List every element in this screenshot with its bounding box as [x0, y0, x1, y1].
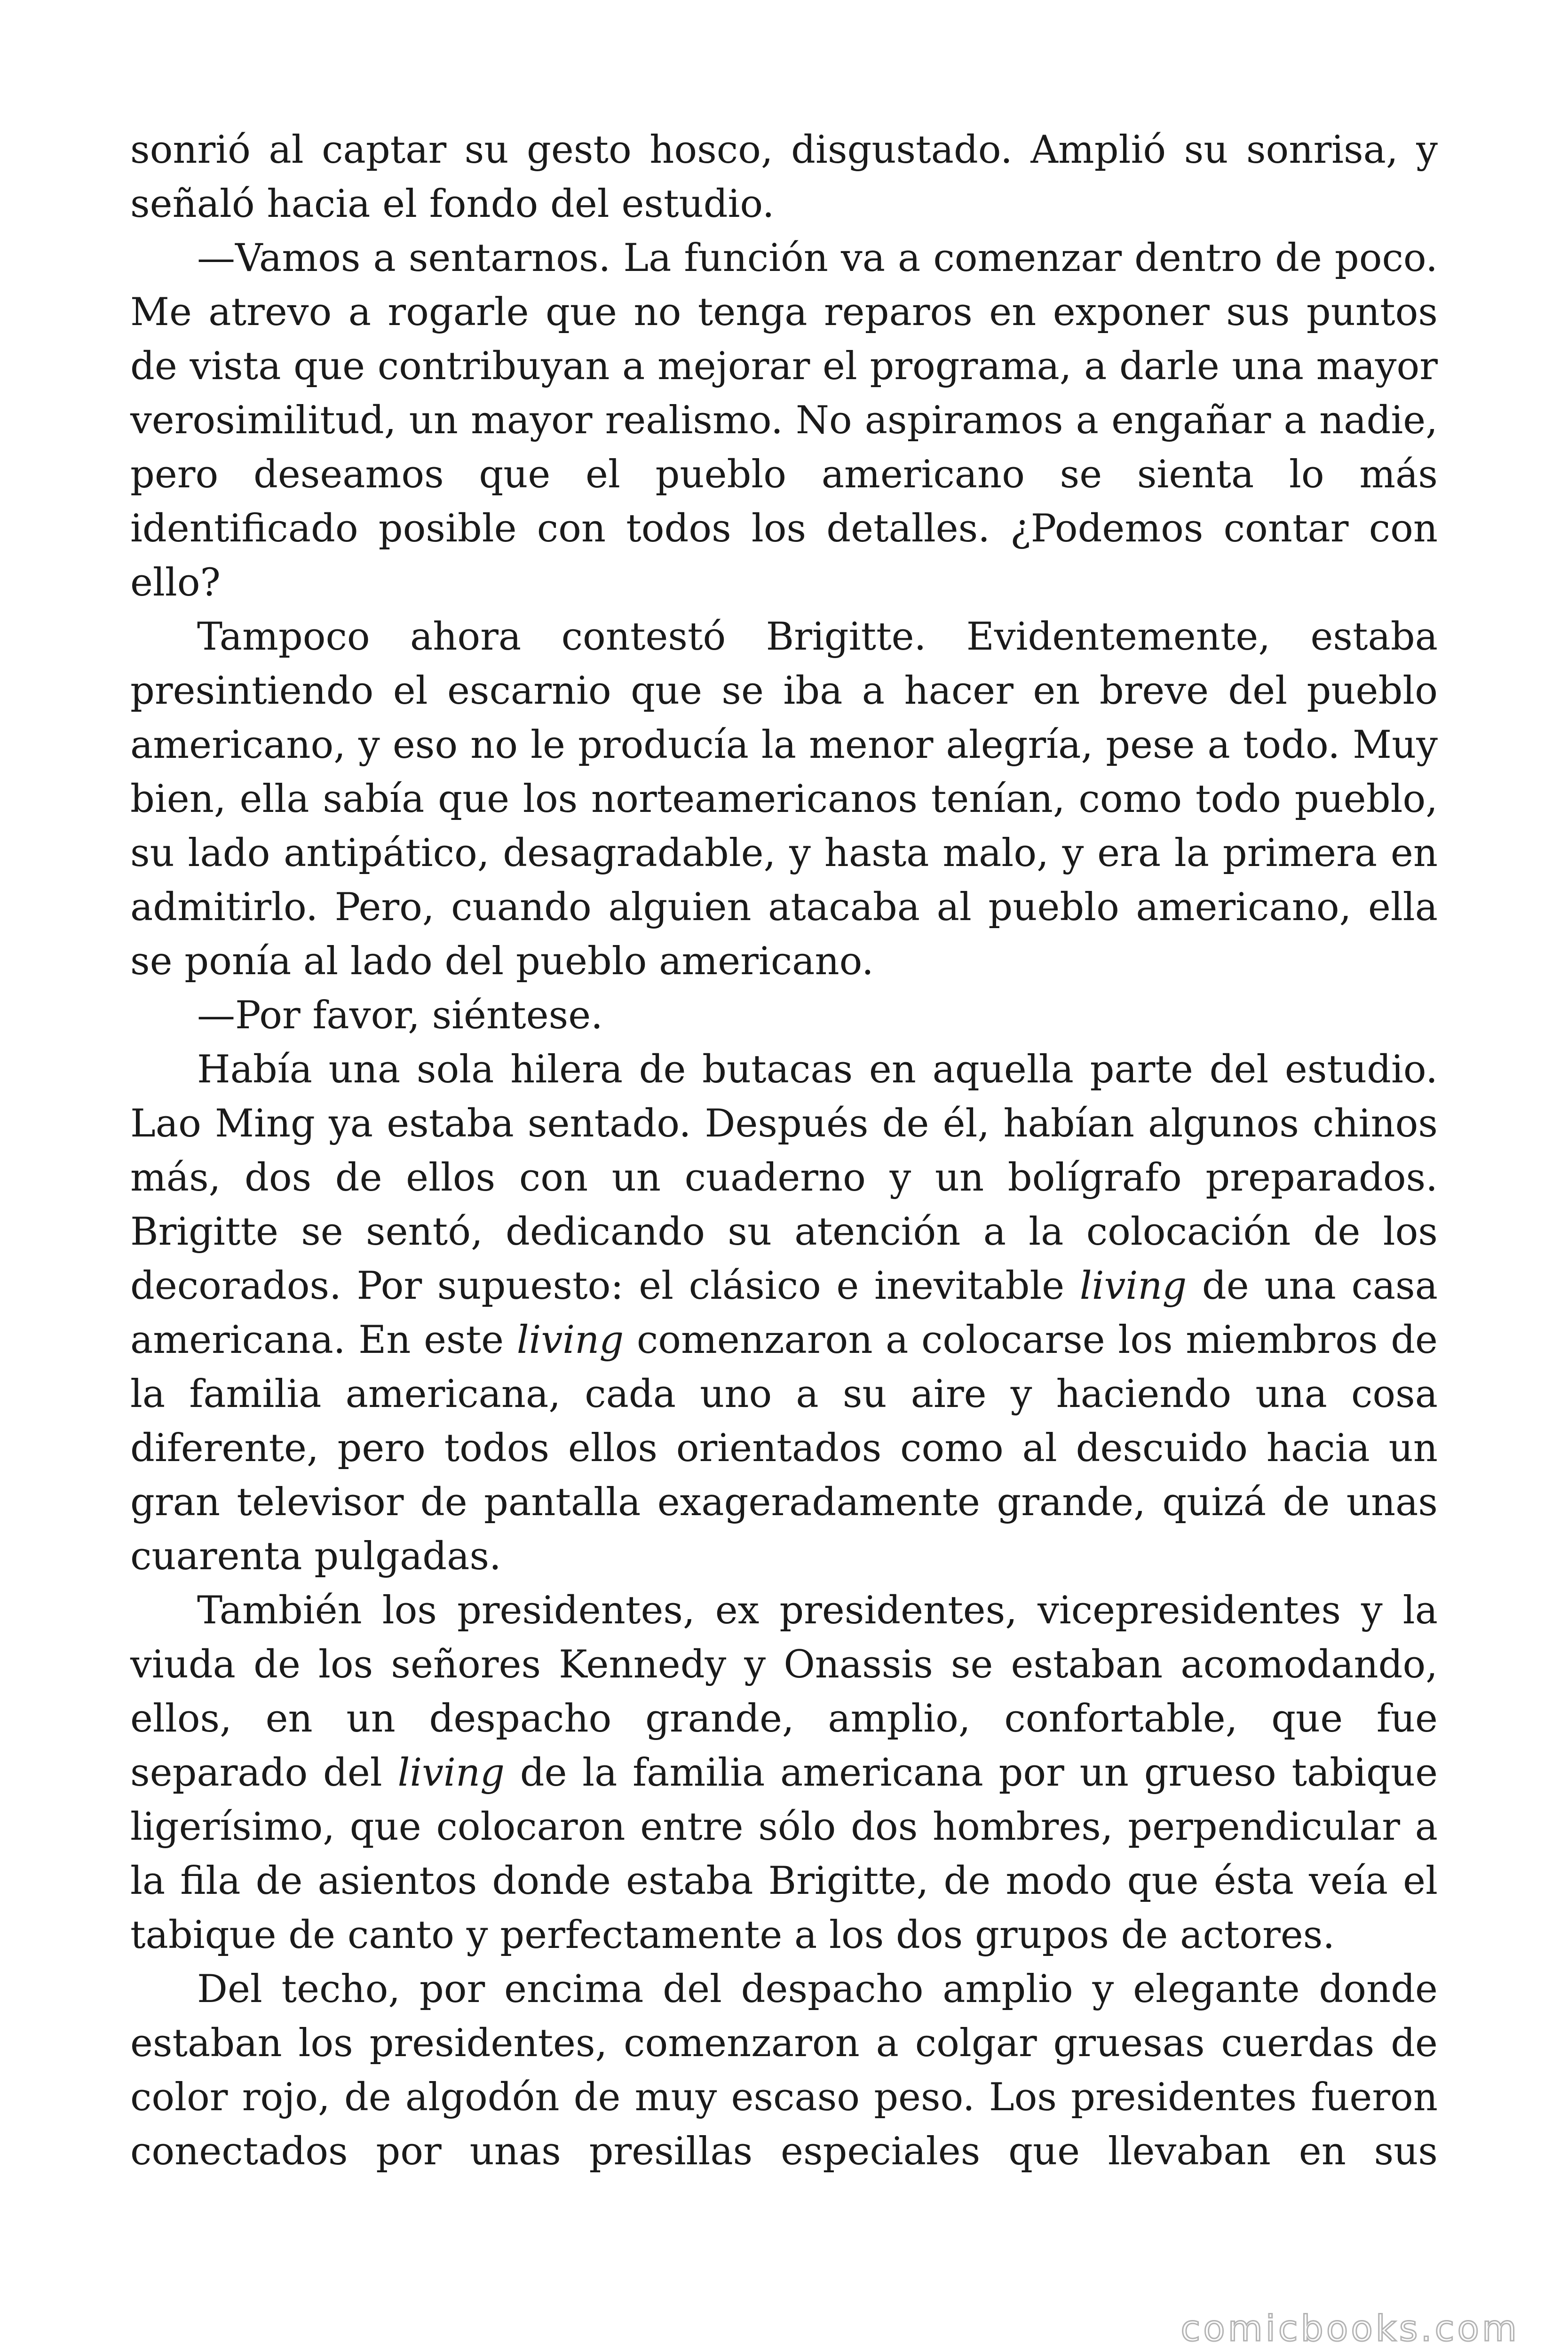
- italic-word: living: [397, 1751, 505, 1795]
- italic-word: living: [1079, 1264, 1187, 1308]
- paragraph: [130, 989, 1438, 1043]
- text-run: Había una sola hilera de butacas en aquella parte del estudio. Lao Ming ya estaba sentado. Después de él, habían algunos chinos más, dos de ellos con un cuaderno y un bolígrafo preparados. Brigitte se sentó, dedicando su atención a la colocación de los decorados. Por supuesto: el clásico e inevitable: [130, 1048, 1438, 1308]
- site-watermark: comicbooks.com: [1180, 2307, 1520, 2349]
- text-run: También los presidentes, ex presidentes, vicepresidentes y la viuda de los señores Kennedy y Onassis se estaban acomodando, ellos, en un despacho grande, amplio, confortable, que fue separado del: [130, 1589, 1438, 1795]
- text-run: —Por favor, siéntese.: [197, 993, 603, 1038]
- paragraph: [130, 1584, 1438, 1963]
- paragraph: [130, 610, 1438, 989]
- text-run: —Vamos a sentarnos. La función va a comenzar dentro de poco. Me atrevo a rogarle que no tenga reparos en exponer sus puntos de vista que contribuyan a mejorar el programa, a darle una mayor verosimilitud, un mayor realismo. No aspiramos a engañar a nadie, pero deseamos que el pueblo americano se sienta lo más identificado posible con todos los detalles. ¿Podemos contar con ello?: [130, 236, 1438, 605]
- italic-word: living: [516, 1318, 624, 1362]
- text-run: Tampoco ahora contestó Brigitte. Evidentemente, estaba presintiendo el escarnio que se iba a hacer en breve del pueblo americano, y eso no le producía la menor alegría, pese a todo. Muy bien, ella sabía que los norteamericanos tenían, como todo pueblo, su lado antipático, desagradable, y hasta malo, y era la primera en admitirlo. Pero, cuando alguien atacaba al pueblo americano, ella se ponía al lado del pueblo americano.: [130, 615, 1438, 984]
- paragraph: [130, 1963, 1438, 2179]
- paragraph: [130, 1043, 1438, 1584]
- text-run: de una casa americana. En este: [130, 1264, 1438, 1362]
- paragraph: [130, 231, 1438, 610]
- text-run: sonrió al captar su gesto hosco, disgustado. Amplió su sonrisa, y señaló hacia el fondo del estudio.: [130, 128, 1438, 226]
- book-page-text: [130, 123, 1438, 2179]
- text-run: Del techo, por encima del despacho amplio y elegante donde estaban los presidentes, comenzaron a colgar gruesas cuerdas de color rojo, de algodón de muy escaso peso. Los presidentes fueron conectados por unas presillas especiales que llevaban en sus: [130, 1967, 1438, 2174]
- text-run: de la familia americana por un grueso tabique ligerísimo, que colocaron entre sólo dos hombres, perpendicular a la fila de asientos donde estaba Brigitte, de modo que ésta veía el tabique de canto y perfectamente a los dos grupos de actores.: [130, 1751, 1438, 1957]
- text-run: comenzaron a colocarse los miembros de la familia americana, cada uno a su aire y haciendo una cosa diferente, pero todos ellos orientados como al descuido hacia un gran televisor de pantalla exageradamente grande, quizá de unas cuarenta pulgadas.: [130, 1318, 1438, 1579]
- paragraph: [130, 123, 1438, 231]
